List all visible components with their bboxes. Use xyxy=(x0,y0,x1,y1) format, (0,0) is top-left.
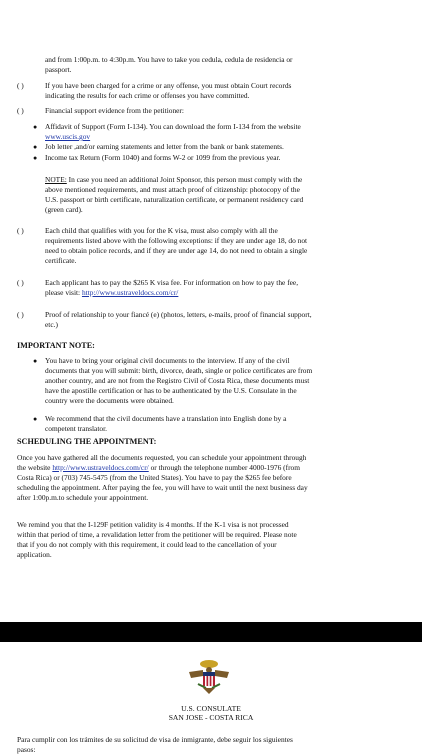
text-line: requirements listed above with the following exceptions: if they are under age 18, do not xyxy=(45,236,308,245)
text-line: You have to bring your original civil documents to the interview. If any of the civil xyxy=(45,356,290,365)
text-line: Each child that qualifies with you for the K visa, must also comply with all the xyxy=(45,226,278,235)
text-line: pasos: xyxy=(17,745,36,754)
text-line: above mentioned requirements, and must attach proof of citizenship: photocopy of the xyxy=(45,185,300,194)
text-line: the website xyxy=(17,463,53,472)
bullet-icon: ● xyxy=(33,415,38,423)
continued-line: and from 1:00p.m. to 4:30p.m. You have to take you cedula, cedula de residencia or xyxy=(45,55,293,64)
text-line: U.S. passport or birth certificate, naturalization certificate, or permanent residency card xyxy=(45,195,304,204)
text-line: application. xyxy=(17,550,52,559)
text-line: certificate. xyxy=(45,256,77,265)
relationship-proof-item xyxy=(45,310,312,330)
important-note-heading: IMPORTANT NOTE: xyxy=(17,341,95,350)
crime-records-item xyxy=(45,81,291,101)
text-line: within that period of time, a revalidation letter from the petitioner will be required. Please note xyxy=(17,530,297,539)
checkbox-fee[interactable]: ( ) xyxy=(17,278,24,287)
income-tax-item: Income tax Return (Form 1040) and forms W-2 or 1099 from the previous year. xyxy=(45,153,281,162)
text-line: If you have been charged for a crime or any offense, you must obtain Court records xyxy=(45,81,292,90)
text-line: Proof of relationship to your fiancé (e) (photos, letters, e-mails, proof of financial support, xyxy=(45,310,312,319)
note-label: NOTE: xyxy=(45,175,67,184)
checkbox-crime[interactable]: ( ) xyxy=(17,81,24,90)
text-line: or through the telephone number 4000-1976 (from xyxy=(148,463,300,472)
text-line: after 1:00p.m.to schedule your appointment. xyxy=(17,493,149,502)
text-line: We remind you that the I-129F petition validity is 4 months. If the K-1 visa is not processed xyxy=(17,520,289,529)
text-line: In case you need an additional Joint Sponsor, this person must comply with the xyxy=(66,175,303,184)
uscis-link[interactable]: www.uscis.gov xyxy=(45,132,91,141)
text-line: (green card). xyxy=(45,205,83,214)
text-line: We recommend that the civil documents have a translation into English done by a xyxy=(45,414,287,423)
petition-validity-paragraph xyxy=(17,520,297,560)
text-line: another country, and are not from the Registro Civil of Costa Rica, these documents must xyxy=(45,376,310,385)
text-line: country were the documents were obtained. xyxy=(45,396,174,405)
bullet-icon: ● xyxy=(33,123,38,131)
text-line: that if you do not comply with this requirement, it could lead to the cancellation of your xyxy=(17,540,277,549)
bullet-icon: ● xyxy=(33,143,38,151)
spanish-intro xyxy=(17,735,293,755)
consulate-city: SAN JOSE - COSTA RICA xyxy=(168,713,254,722)
text-line: documents that you will submit: birth, divorce, death, single or police certificates are from xyxy=(45,366,313,375)
text-line: please visit: xyxy=(45,288,82,297)
consulate-name: U.S. CONSULATE xyxy=(181,704,241,713)
continued-line: passport. xyxy=(45,65,72,74)
text-line: indicating the results for each crime or offenses you have committed. xyxy=(45,91,250,100)
text-line: competent translator. xyxy=(45,424,107,433)
checkbox-child[interactable]: ( ) xyxy=(17,226,24,235)
text-line: need to obtain police records, and if they are under age 14, do not need to obtain a single xyxy=(45,246,308,255)
bullet-icon: ● xyxy=(33,357,38,365)
ustraveldocs-link[interactable]: http://www.ustraveldocs.com/cr/ xyxy=(52,463,149,472)
ustraveldocs-link[interactable]: http://www.ustraveldocs.com/cr/ xyxy=(81,288,179,297)
text-line: scheduling the appointment. After paying the fee, you will have to wait until the next business day xyxy=(17,483,308,492)
bullet-icon: ● xyxy=(33,154,38,162)
text-line: have the apostille certification or has to be authenticated by the U.S. Consulate in the xyxy=(45,386,297,395)
scheduling-heading: SCHEDULING THE APPOINTMENT: xyxy=(17,437,157,446)
translation-note xyxy=(45,414,286,434)
document-page-2 xyxy=(0,642,422,754)
us-great-seal-icon xyxy=(186,658,232,698)
job-letter-item: Job letter ,and/or earning statements and letter from the bank or bank statements. xyxy=(45,142,284,151)
scheduling-paragraph xyxy=(17,453,308,503)
page-separator xyxy=(0,622,422,642)
original-documents-note xyxy=(45,356,312,406)
child-requirement-item xyxy=(45,226,307,266)
financial-support-item: Financial support evidence from the petitioner: xyxy=(45,106,184,115)
text-line: Once you have gathered all the documents requested, you can schedule your appointment through xyxy=(17,453,307,462)
joint-sponsor-note xyxy=(45,175,303,215)
text-line: Affidavit of Support (Form I-134). You can download the form I-134 from the website xyxy=(45,122,301,131)
affidavit-item xyxy=(45,122,301,142)
text-line: Each applicant has to pay the $265 K visa fee. For information on how to pay the fee, xyxy=(45,278,299,287)
text-line: Costa Rica) or (703) 745-5475 (from the United States). You have to pay the $265 fee before xyxy=(17,473,292,482)
checkbox-financial[interactable]: ( ) xyxy=(17,106,24,115)
visa-fee-item xyxy=(45,278,298,298)
checkbox-proof[interactable]: ( ) xyxy=(17,310,24,319)
text-line: etc.) xyxy=(45,320,58,329)
text-line: Para cumplir con los trámites de su solicitud de visa de inmigrante, debe seguir los siguientes xyxy=(17,735,293,744)
